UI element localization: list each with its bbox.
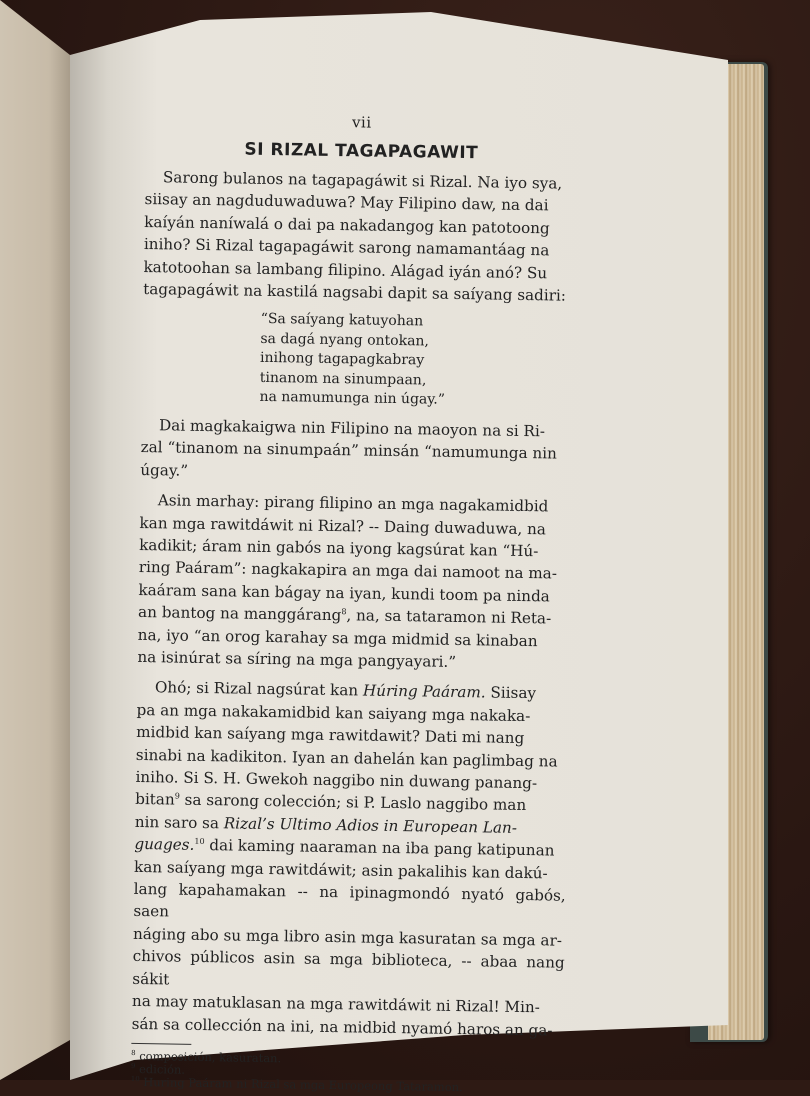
paragraph-4 — [131, 676, 569, 1041]
page-content — [131, 110, 578, 1096]
footnote-text: edición. — [138, 1061, 186, 1077]
text-line: Sarong bulanos na tagapagáwit si Rizal. Na iyo sya, — [162, 168, 563, 193]
text-line: kaíyán naníwalá o dai pa nakadangog kan patotoong — [144, 212, 550, 238]
text-fragment: dai kaming naaraman na iba pang katipunan — [204, 836, 555, 860]
text-line: midbid kan saíyang mga rawitdawit? Dati mi nang — [136, 723, 525, 748]
text-line: kadikit; áram nin gabós na iyong kagsúrat kan “Hú- — [139, 535, 539, 561]
footnote-divider — [131, 1043, 191, 1045]
verse-line: sa dagá nyang ontokan, — [260, 330, 430, 350]
footnote-ref-9: 9 — [174, 791, 180, 801]
text-line: sinabi na kadikiton. Iyan an dahelán kan paglimbag na — [135, 745, 558, 771]
text-line: pa an mga nakakamidbid kan saiyang mga nakaka- — [136, 700, 531, 725]
text-line: zal “tinanom na sinumpaán” minsán “namumunga nin — [140, 438, 558, 463]
book-title-italic: Húring Paáram. — [362, 681, 486, 702]
footnote-number: 8 — [131, 1048, 136, 1058]
text-line: tagapagáwit na kastilá nagsabi dapit sa saíyang sadiri: — [143, 280, 567, 305]
text-line: siisay an nagduduwaduwa? May Filipino daw, na dai — [144, 190, 549, 215]
footnote-ref-8: 8 — [341, 607, 347, 617]
verse-line: tinanom na sinumpaan, — [259, 369, 427, 389]
text-line: kaáram sana kan bágay na iyan, kundi toom pa ninda — [138, 580, 550, 606]
verse-line: “Sa saíyang katuyohan — [260, 311, 424, 330]
footnote-number: 10 — [130, 1074, 140, 1084]
text-fragment: sa sarong colección; si P. Laslo naggibo man — [179, 791, 527, 815]
text-line: kan saíyang mga rawitdáwit; asin pakalihis kan dakú- — [133, 857, 548, 883]
text-fragment: nin saro sa — [134, 812, 224, 833]
footnote-text: composición, kasuratan. — [139, 1048, 282, 1066]
text-fragment: Ohó; si Rizal nagsúrat kan — [154, 678, 364, 700]
paragraph-2 — [140, 414, 573, 488]
text-line: na may matuklasan na mga rawitdáwit ni Rizal! Min- — [131, 991, 540, 1017]
text-line: iniho? Si Rizal tagapagáwit sarong namamantáag na — [143, 235, 550, 260]
verse-quote — [259, 310, 574, 412]
text-line: Dai magkakaigwa nin Filipino na maoyon na si Ri- — [158, 416, 546, 441]
paragraph-1 — [143, 166, 577, 307]
left-page — [0, 0, 70, 1080]
text-line: sán sa collección na ini, na midbid nyamó haros an ga- — [131, 1014, 553, 1039]
text-line: na isinúrat sa síring na mga pangyayari.” — [137, 647, 457, 671]
footnote-number: 9 — [130, 1061, 136, 1071]
text-line: náging abo su mga libro asin mga kasuratan sa mga ar- — [132, 924, 563, 950]
chapter-title: SI RIZAL TAGAPAGAWIT — [244, 139, 479, 164]
text-line: kan mga rawitdáwit ni Rizal? -- Daing duwaduwa, na — [139, 513, 547, 538]
text-line: úgay.” — [140, 460, 189, 480]
text-line: Asin marhay: pirang filipino an mga nagakamidbid — [157, 491, 549, 516]
text-line: iniho. Si S. H. Gwekoh naggibo nin duwang panang- — [135, 767, 538, 793]
text-line: na, iyo “an orog karahay sa mga midmid sa kinaban — [137, 625, 538, 650]
verse-line: na namumunga nin úgay.” — [259, 389, 446, 409]
text-fragment: Siisay — [485, 683, 537, 703]
paragraph-3 — [137, 489, 572, 675]
text-fragment: , na, sa tataramon ni Reta- — [346, 606, 552, 628]
page-number: vii — [351, 113, 372, 132]
text-line: chivos públicos asin sa mga biblioteca, -- abaa nang sákit — [132, 947, 565, 989]
text-line: lang kapahamakan -- na ipinagmondó nyató gabós, saen — [133, 879, 566, 921]
text-fragment: an bantog na manggárang — [137, 603, 342, 625]
book-title-italic: Rizal’s Ultimo Adios in European Lan- — [223, 814, 518, 837]
verse-line: inihong tagapagkabray — [259, 350, 425, 369]
footnote-text: Huring Paáram ni Rizal sa mga Europeong Tataramon. — [143, 1074, 463, 1095]
text-line: ring Paáram”: nagkakapira an mga dai namoot na ma- — [138, 558, 558, 583]
footnote-ref-10: 10 — [194, 837, 205, 847]
text-line: katotoohan sa lambang filipino. Alágad iyán anó? Su — [143, 257, 548, 282]
book-title-italic: guages. — [134, 835, 195, 855]
text-fragment: bitan — [135, 790, 175, 809]
